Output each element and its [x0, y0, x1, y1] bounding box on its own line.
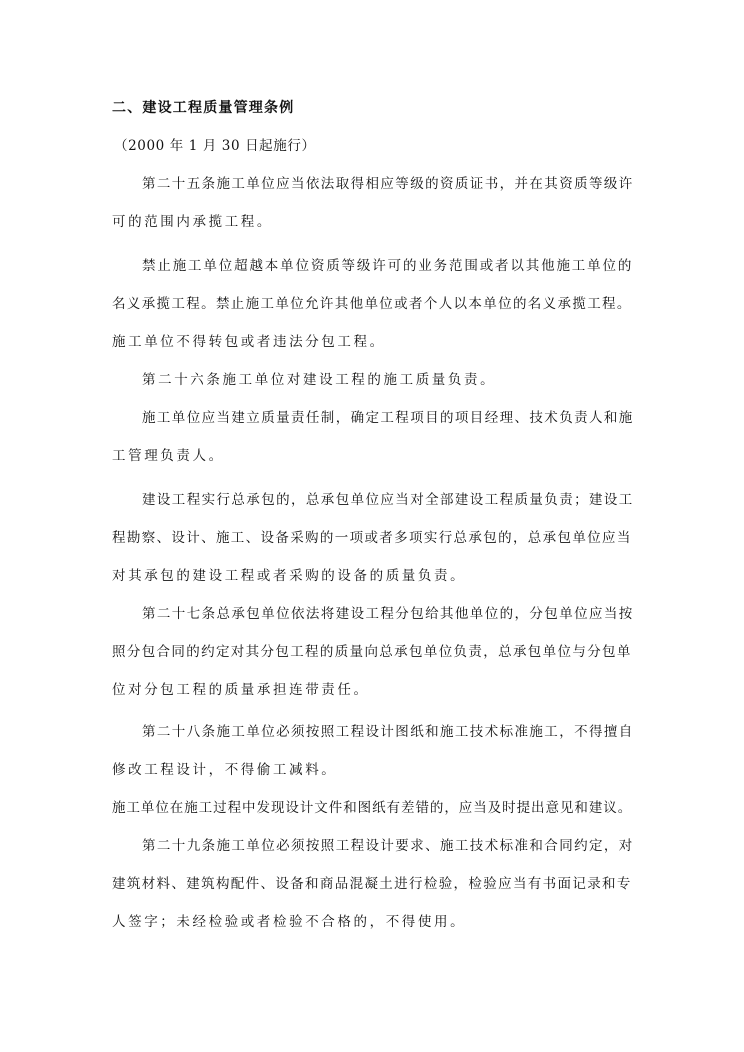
text-line: 对其承包的建设工程或者采购的设备的质量负责。: [112, 568, 467, 584]
text-line: 第二十九条施工单位必须按照工程设计要求、施工技术标准和合同约定，对: [142, 838, 634, 854]
text-line: 名义承揽工程。禁止施工单位允许其他单位或者个人以本单位的名义承揽工程。: [112, 296, 632, 312]
text-line: 人签字；未经检验或者检验不合格的，不得使用。: [112, 914, 467, 930]
text-line: 第二十七条总承包单位依法将建设工程分包给其他单位的，分包单位应当按: [142, 606, 634, 622]
text-line: 施工单位不得转包或者违法分包工程。: [112, 334, 386, 350]
text-line: 第二十八条施工单位必须按照工程设计图纸和施工技术标准施工，不得擅自: [142, 724, 634, 740]
text-line: 第二十五条施工单位应当依法取得相应等级的资质证书，并在其资质等级许: [142, 176, 634, 192]
text-line: 建设工程实行总承包的，总承包单位应当对全部建设工程质量负责；建设工: [142, 492, 634, 508]
text-line: 建筑材料、建筑构配件、设备和商品混凝土进行检验，检验应当有书面记录和专: [112, 876, 632, 892]
document-title: 二、建设工程质量管理条例: [112, 100, 295, 116]
text-line: 工管理负责人。: [112, 448, 225, 464]
text-line: 施工单位在施工过程中发现设计文件和图纸有差错的，应当及时提出意见和建议。: [112, 800, 633, 816]
text-line: 位对分包工程的质量承担连带责任。: [112, 682, 370, 698]
text-line: 程勘察、设计、施工、设备采购的一项或者多项实行总承包的，总承包单位应当: [112, 530, 632, 546]
text-line: 第二十六条施工单位对建设工程的施工质量负责。: [142, 372, 497, 388]
text-line: 禁止施工单位超越本单位资质等级许可的业务范围或者以其他施工单位的: [142, 258, 634, 274]
text-line: 修改工程设计，不得偷工减料。: [112, 762, 338, 778]
text-line: 施工单位应当建立质量责任制，确定工程项目的项目经理、技术负责人和施: [142, 410, 634, 426]
text-line: 照分包合同的约定对其分包工程的质量向总承包单位负责，总承包单位与分包单: [112, 644, 632, 660]
effective-date: （2000 年 1 月 30 日起施行）: [114, 138, 316, 154]
text-line: 可的范围内承揽工程。: [112, 214, 273, 230]
